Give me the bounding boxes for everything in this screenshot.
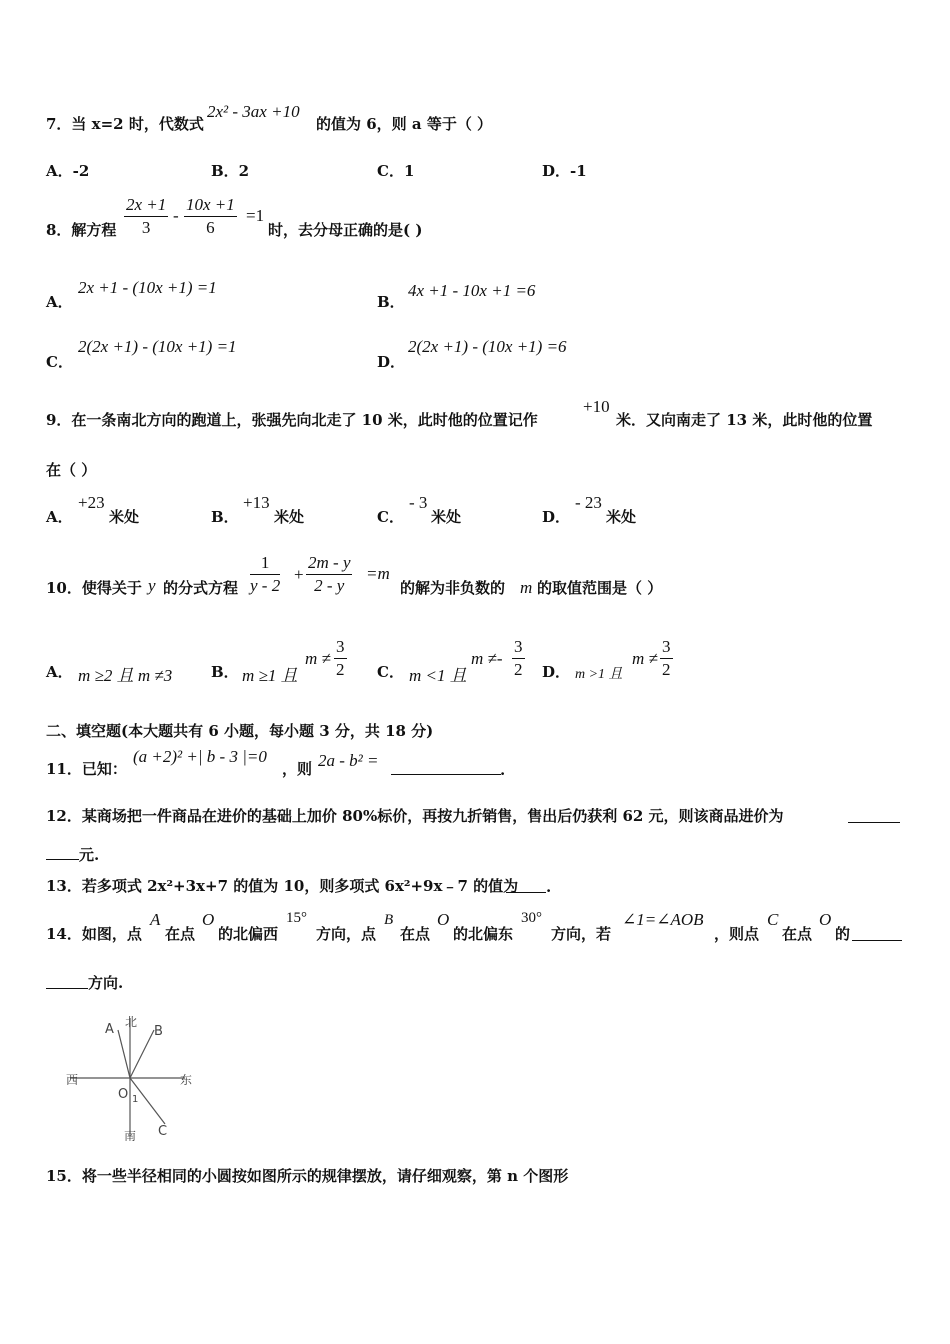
q11-answer-blank[interactable] (391, 774, 501, 775)
q9-mark: +10 (583, 397, 610, 416)
q10-option-d-frac-num: 3 (660, 636, 673, 659)
q8-option-a-label: A． (46, 293, 73, 311)
q12-answer-blank-1[interactable] (848, 822, 900, 823)
ray-ob (130, 1030, 154, 1078)
q9-option-d-label: D． (542, 508, 571, 526)
q10-option-c-pre: m <1 且 (409, 666, 467, 685)
q14-part-10: 的 (835, 925, 851, 943)
q10-option-d-pre: m >1 且 (575, 667, 623, 682)
q10-option-d-fraction (660, 636, 673, 681)
q10-option-b-frac-num: 3 (334, 636, 347, 659)
q10-option-c-label: C． (377, 663, 404, 681)
q13-end: . (546, 878, 552, 896)
label-south: 南 (124, 1129, 137, 1143)
q10-option-c-frac-num: 3 (512, 636, 525, 659)
ray-oa (118, 1030, 130, 1078)
label-o: O (118, 1087, 129, 1102)
q14-part-1: 14．如图，点 (46, 925, 142, 943)
q10-option-b-frac-den: 2 (336, 660, 345, 679)
q10-option-d-m: m ≠ (632, 649, 658, 668)
q9-line-1: 9．在一条南北方向的跑道上，张强先向北走了 10 米，此时他的位置记作 (46, 411, 538, 429)
q10-frac2-numerator: 2m - y (306, 552, 352, 575)
q14-point-a: A (150, 910, 161, 929)
q14-point-o-3: O (819, 910, 832, 929)
q9-option-a-label: A． (46, 508, 73, 526)
q7-expression: 2x² - 3ax +10 (207, 102, 300, 121)
q10-suffix-2: 的取值范围是（ ） (537, 579, 663, 597)
q7-option-a: A．-2 (46, 162, 90, 180)
q13-answer-blank[interactable] (506, 892, 546, 893)
q11-expression: 2a - b² = (318, 751, 379, 770)
q14-point-c: C (767, 910, 779, 929)
q10-option-c-m: m ≠- (471, 649, 503, 668)
q14-answer-blank-1[interactable] (852, 940, 902, 941)
q10-var-m: m (520, 578, 533, 597)
q10-frac2-denominator: 2 - y (314, 576, 345, 595)
q10-option-b-fraction (334, 636, 347, 681)
q7-prefix: 7．当 x=2 时，代数式 (46, 115, 204, 133)
q10-option-a: m ≥2 且 m ≠3 (78, 666, 173, 685)
label-angle-1: 1 (132, 1094, 139, 1105)
q10-option-a-label: A． (46, 663, 73, 681)
q11-prefix: 11．已知： (46, 760, 127, 778)
q8-frac1-numerator: 2x +1 (124, 194, 168, 217)
q12-line-2-end: 元. (79, 846, 100, 864)
q10-var-y: y (148, 576, 156, 595)
q10-equals: =m (366, 564, 390, 583)
q8-suffix: 时，去分母正确的是( ) (268, 221, 423, 239)
q9-option-c-label: C． (377, 508, 404, 526)
q8-prefix: 8．解方程 (46, 221, 117, 239)
q8-option-d-label: D． (377, 353, 406, 371)
q10-option-d-label: D． (542, 663, 571, 681)
q14-line-2-end: 方向. (88, 974, 124, 992)
q7-option-b: B．2 (211, 162, 250, 180)
label-north: 北 (125, 1015, 138, 1029)
q8-fraction-2 (184, 194, 237, 239)
q14-part-2: 在点 (165, 925, 196, 943)
q9-option-b-value: +13 (243, 493, 270, 512)
q9-option-d-unit: 米处 (606, 508, 637, 526)
q9-option-b-unit: 米处 (274, 508, 305, 526)
q14-part-5: 在点 (400, 925, 431, 943)
q14-part-3: 的北偏西 (218, 925, 279, 943)
q13-text: 13．若多项式 2x²+3x+7 的值为 10，则多项式 6x²+9x﹣7 的值为 (46, 877, 519, 895)
q12-answer-blank-2[interactable] (46, 859, 79, 860)
section-2-heading: 二、填空题(本大题共有 6 小题，每小题 3 分，共 18 分) (46, 722, 434, 740)
q8-fraction-1 (124, 194, 168, 239)
q8-option-c-label: C． (46, 353, 73, 371)
q14-degree-15: 15° (286, 910, 307, 926)
q14-answer-blank-2[interactable] (46, 988, 88, 989)
q10-option-b-m: m ≠ (305, 649, 331, 668)
q14-point-b: B (384, 912, 394, 928)
q8-option-a: 2x +1 - (10x +1) =1 (78, 278, 217, 297)
q11-condition: (a +2)² +| b - 3 |=0 (133, 747, 267, 766)
q7-suffix: 的值为 6，则 a 等于（ ） (316, 115, 493, 133)
q8-equals: =1 (246, 206, 265, 225)
q8-option-c: 2(2x +1) - (10x +1) =1 (78, 337, 237, 356)
q10-plus: + (294, 565, 304, 584)
q14-part-9: 在点 (782, 925, 813, 943)
q14-part-8: ，则点 (714, 925, 760, 943)
q8-frac2-numerator: 10x +1 (184, 194, 237, 217)
q10-suffix-1: 的解为非负数的 (400, 579, 506, 597)
q14-point-o-2: O (437, 910, 450, 929)
q14-part-4: 方向，点 (316, 925, 377, 943)
q10-option-b-pre: m ≥1 且 (242, 666, 298, 685)
q14-point-o-1: O (202, 910, 215, 929)
q15-text: 15．将一些半径相同的小圆按如图所示的规律摆放，请仔细观察，第 n 个图形 (46, 1167, 569, 1185)
label-b: B (154, 1024, 163, 1039)
q10-mid: 的分式方程 (163, 579, 239, 597)
q10-option-c-frac-den: 2 (514, 660, 523, 679)
q8-option-b: 4x +1 - 10x +1 =6 (408, 281, 536, 300)
q7-option-d: D．-1 (542, 162, 587, 180)
q9-line-1-end: 米．又向南走了 13 米，此时他的位置 (616, 411, 873, 429)
q8-minus: - (173, 206, 179, 225)
q14-part-7: 方向，若 (551, 925, 612, 943)
q10-frac1-denominator: y - 2 (250, 576, 281, 595)
label-west: 西 (66, 1073, 79, 1087)
q10-option-d-frac-den: 2 (662, 660, 671, 679)
q10-fraction-2 (306, 552, 352, 597)
q10-option-b-label: B． (211, 663, 239, 681)
q9-option-b-label: B． (211, 508, 239, 526)
q12-line-1: 12．某商场把一件商品在进价的基础上加价 80%标价，再按九折销售，售出后仍获利 62 元，则该商品进价为 (46, 807, 784, 825)
q10-fraction-1 (250, 552, 280, 597)
label-east: 东 (180, 1073, 193, 1087)
q9-option-c-unit: 米处 (431, 508, 462, 526)
q8-option-b-label: B． (377, 293, 405, 311)
q8-frac2-denominator: 6 (206, 218, 215, 237)
label-c: C (158, 1124, 168, 1139)
label-a: A (105, 1022, 114, 1037)
q10-option-c-fraction (512, 636, 525, 681)
q9-option-d-value: - 23 (575, 493, 602, 512)
question-7 (46, 114, 204, 134)
q14-part-6: 的北偏东 (453, 925, 514, 943)
q8-option-d: 2(2x +1) - (10x +1) =6 (408, 337, 567, 356)
q10-prefix: 10．使得关于 (46, 579, 142, 597)
q7-option-c: C．1 (377, 162, 415, 180)
q11-mid: ，则 (282, 760, 313, 778)
q14-direction-figure (60, 1008, 210, 1148)
q14-angle-condition: ∠1=∠AOB (622, 910, 704, 929)
q9-option-c-value: - 3 (409, 493, 428, 512)
q9-line-2: 在（ ） (46, 461, 97, 479)
q14-degree-30: 30° (521, 910, 542, 926)
q8-frac1-denominator: 3 (141, 218, 151, 237)
q10-frac1-numerator: 1 (250, 552, 280, 575)
q9-option-a-unit: 米处 (109, 508, 140, 526)
q9-option-a-value: +23 (78, 493, 105, 512)
q11-end: . (500, 761, 506, 779)
